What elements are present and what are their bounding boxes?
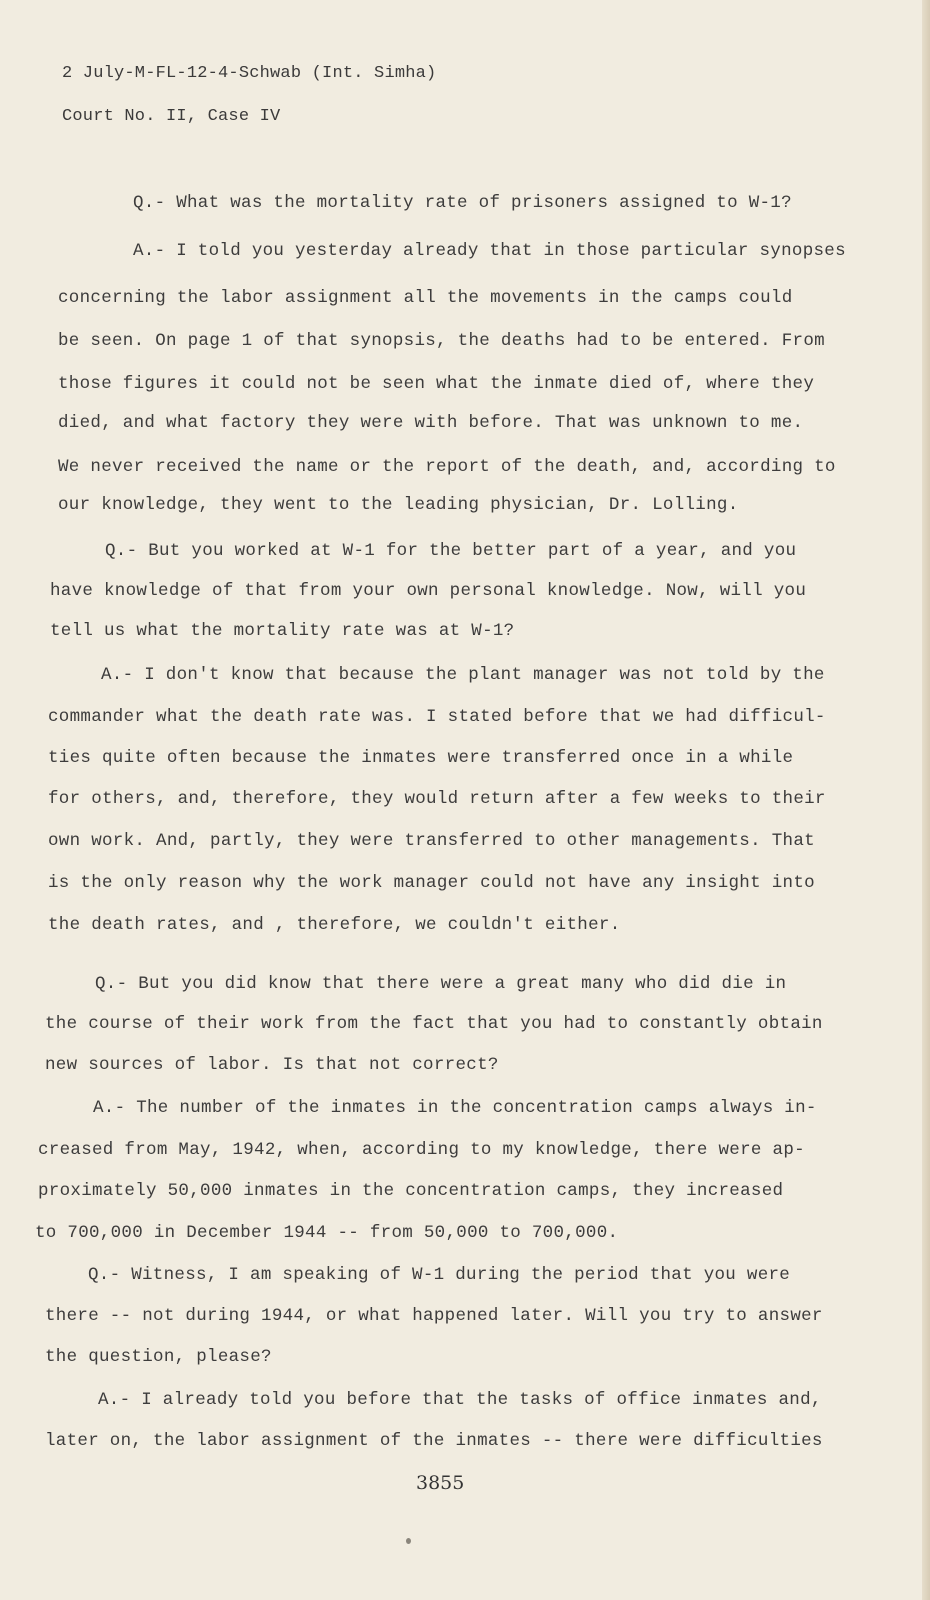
text-line: proximately 50,000 inmates in the concentration camps, they increased [38,1181,784,1201]
text-line: Q.- Witness, I am speaking of W-1 during the period that you were [88,1265,791,1285]
text-line: the death rates, and , therefore, we couldn't either. [48,915,621,935]
text-line: tell us what the mortality rate was at W-1? [50,621,515,641]
header-case-reference: 2 July-M-FL-12-4-Schwab (Int. Simha) [62,64,437,83]
text-line: creased from May, 1942, when, according to my knowledge, there were ap- [38,1140,805,1160]
text-line: new sources of labor. Is that not correct? [45,1055,499,1075]
text-line: later on, the labor assignment of the inmates -- there were difficulties [45,1431,823,1451]
text-line: have knowledge of that from your own personal knowledge. Now, will you [50,581,807,601]
text-line: be seen. On page 1 of that synopsis, the deaths had to be entered. From [58,331,825,351]
text-line: is the only reason why the work manager could not have any insight into [48,873,815,893]
text-line: the question, please? [45,1347,272,1367]
text-line: A.- I already told you before that the tasks of office inmates and, [98,1390,822,1410]
header-court: Court No. II, Case IV [62,107,281,126]
text-line: ties quite often because the inmates were transferred once in a while [48,748,794,768]
text-line: the course of their work from the fact that you had to constantly obtain [45,1014,823,1034]
text-line: A.- I don't know that because the plant manager was not told by the [101,665,825,685]
text-line: there -- not during 1944, or what happened later. Will you try to answer [45,1306,823,1326]
page-number: 3855 [416,1472,465,1494]
text-line: to 700,000 in December 1944 -- from 50,000 to 700,000. [35,1223,619,1243]
text-line: We never received the name or the report of the death, and, according to [58,457,836,477]
text-line: for others, and, therefore, they would return after a few weeks to their [48,789,826,809]
text-line: Q.- What was the mortality rate of prisoners assigned to W-1? [133,193,792,213]
text-line: commander what the death rate was. I stated before that we had difficul- [48,707,826,727]
text-line: own work. And, partly, they were transferred to other managements. That [48,831,815,851]
text-line: concerning the labor assignment all the movements in the camps could [58,288,793,308]
text-line: our knowledge, they went to the leading physician, Dr. Lolling. [58,495,739,515]
text-line: A.- I told you yesterday already that in those particular synopses [133,241,846,261]
text-line: Q.- But you did know that there were a great many who did die in [95,974,787,994]
text-line: A.- The number of the inmates in the concentration camps always in- [93,1098,817,1118]
text-line: died, and what factory they were with before. That was unknown to me. [58,413,804,433]
text-line: those figures it could not be seen what the inmate died of, where they [58,374,815,394]
text-line: Q.- But you worked at W-1 for the better part of a year, and you [105,541,797,561]
punch-mark [406,1538,411,1544]
